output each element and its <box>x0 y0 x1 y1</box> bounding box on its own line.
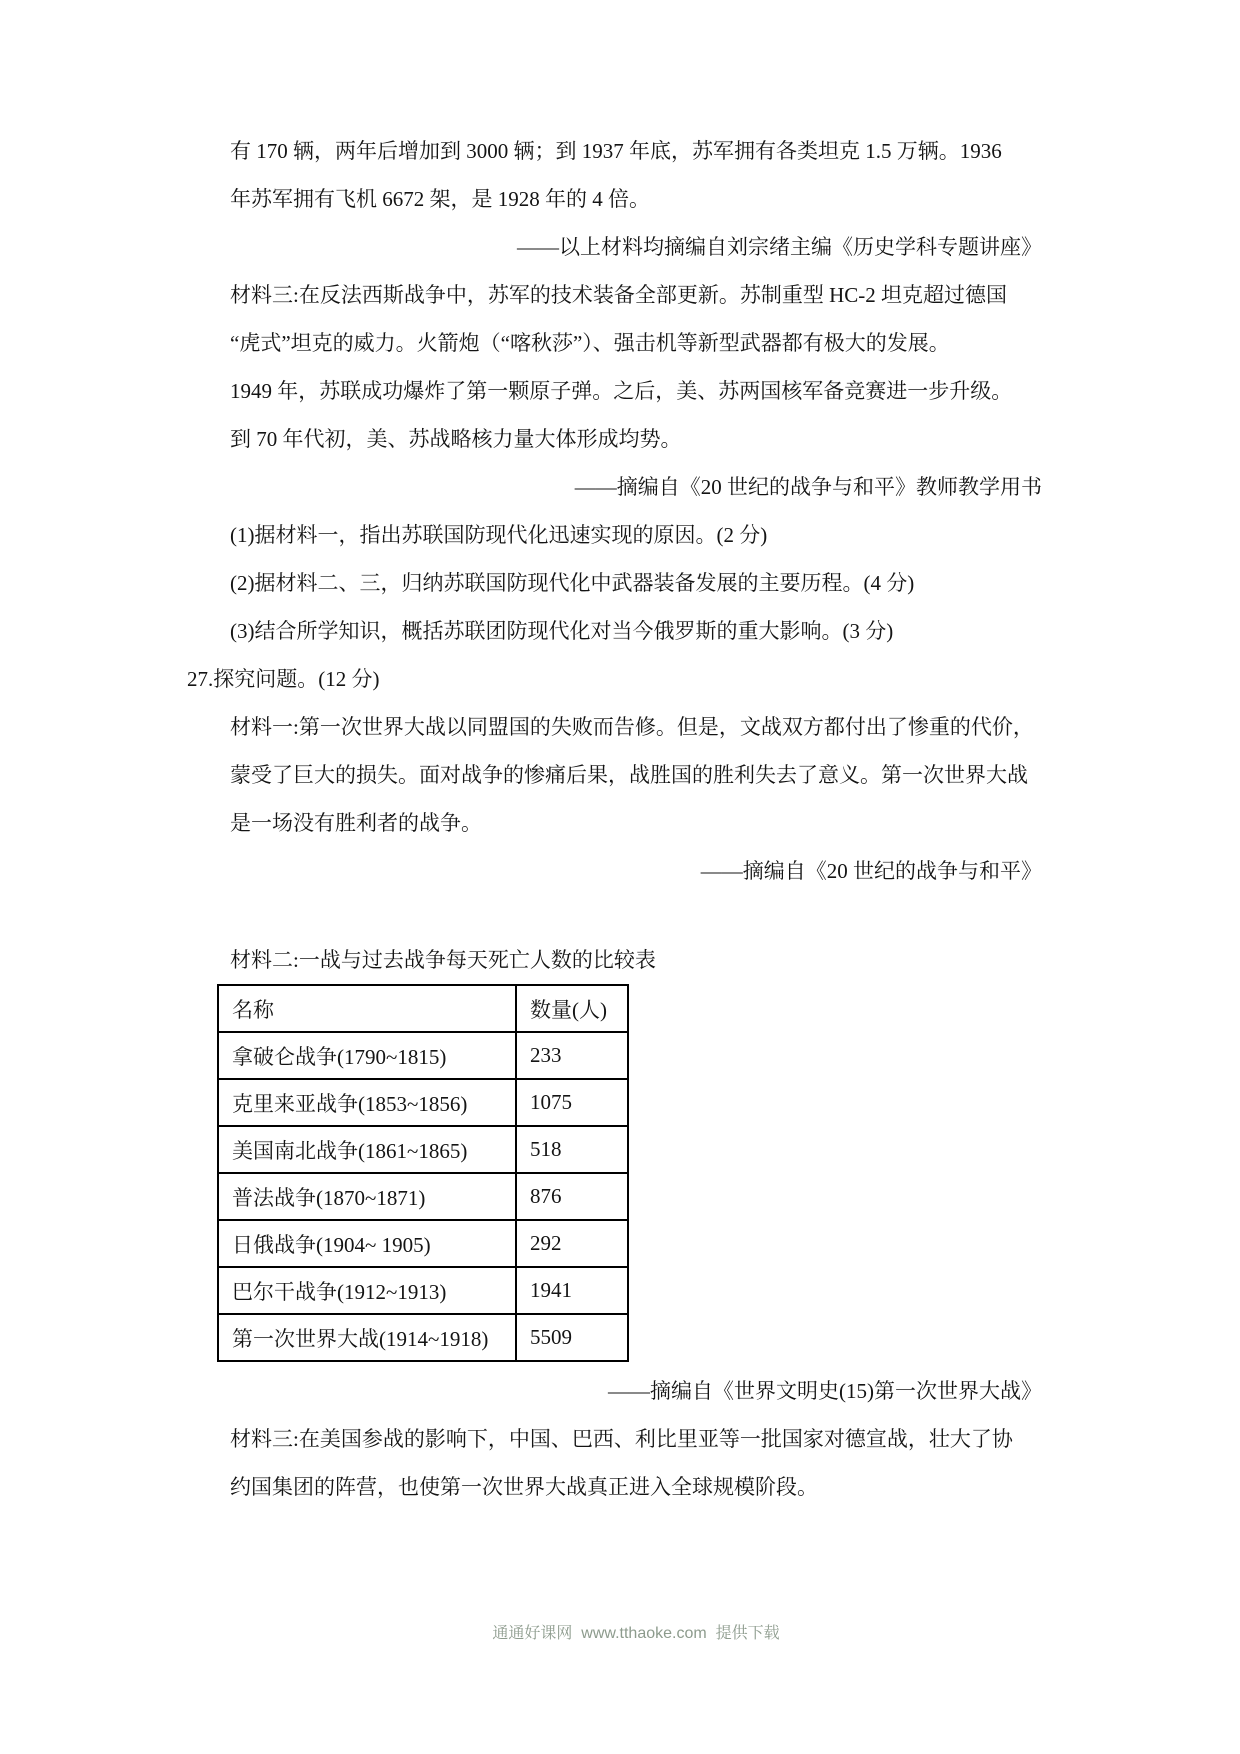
death-count-cell: 876 <box>516 1173 628 1220</box>
war-name-cell: 普法战争(1870~1871) <box>218 1173 516 1220</box>
material3-q27-text-line: 约国集团的阵营，也使第一次世界大战真正进入全球规模阶段。 <box>230 1475 818 1499</box>
table-header-name: 名称 <box>218 985 516 1032</box>
death-count-cell: 1941 <box>516 1267 628 1314</box>
table-row <box>218 1220 628 1267</box>
table-header-count: 数量(人) <box>516 985 628 1032</box>
table-row <box>218 1079 628 1126</box>
question-item-2: (2)据材料二、三，归纳苏联国防现代化中武器装备发展的主要历程。(4 分) <box>230 571 915 595</box>
material3-text-line: 材料三:在反法西斯战争中，苏军的技术装备全部更新。苏制重型 HC-2 坦克超过德国 <box>230 283 1007 307</box>
material3-text-line: 1949 年，苏联成功爆炸了第一颗原子弹。之后，美、苏两国核军备竞赛进一步升级。 <box>230 379 1013 403</box>
war-name-cell: 克里来亚战争(1853~1856) <box>218 1079 516 1126</box>
material2-heading: 材料二:一战与过去战争每天死亡人数的比较表 <box>230 948 656 972</box>
material3-text-line: “虎式”坦克的威力。火箭炮（“喀秋莎”）、强击机等新型武器都有极大的发展。 <box>230 331 950 355</box>
table-row <box>218 1126 628 1173</box>
material3-text-line: 到 70 年代初，美、苏战略核力量大体形成均势。 <box>230 427 682 451</box>
war-name-cell: 美国南北战争(1861~1865) <box>218 1126 516 1173</box>
table-header-row <box>218 985 628 1032</box>
war-deaths-comparison-table <box>217 984 629 1362</box>
question-item-3: (3)结合所学知识，概括苏联团防现代化对当今俄罗斯的重大影响。(3 分) <box>230 619 894 643</box>
table-row <box>218 1314 628 1361</box>
death-count-cell: 1075 <box>516 1079 628 1126</box>
war-name-cell: 第一次世界大战(1914~1918) <box>218 1314 516 1361</box>
death-count-cell: 5509 <box>516 1314 628 1361</box>
question-item-1: (1)据材料一，指出苏联国防现代化迅速实现的原因。(2 分) <box>230 523 768 547</box>
war-name-cell: 日俄战争(1904~ 1905) <box>218 1220 516 1267</box>
war-name-cell: 拿破仑战争(1790~1815) <box>218 1032 516 1079</box>
source-attribution: ——摘编自《20 世纪的战争与和平》 <box>700 859 1042 883</box>
material3-q27-text-line: 材料三:在美国参战的影响下，中国、巴西、利比里亚等一批国家对德宣战，壮大了协 <box>230 1427 1013 1451</box>
death-count-cell: 518 <box>516 1126 628 1173</box>
source-attribution: ——以上材料均摘编自刘宗绪主编《历史学科专题讲座》 <box>517 235 1042 259</box>
site-watermark-footer: 通通好课网 www.tthaoke.com 提供下载 <box>492 1625 780 1642</box>
material1-text-line: 蒙受了巨大的损失。面对战争的惨痛后果，战胜国的胜利失去了意义。第一次世界大战 <box>230 763 1028 787</box>
question-27-heading: 27.探究问题。(12 分) <box>187 667 380 691</box>
table-row <box>218 1267 628 1314</box>
material2-text-line: 有 170 辆，两年后增加到 3000 辆；到 1937 年底，苏军拥有各类坦克 1.5 万辆。1936 <box>230 139 1002 163</box>
source-attribution: ——摘编自《20 世纪的战争与和平》教师教学用书 <box>574 475 1042 499</box>
death-count-cell: 292 <box>516 1220 628 1267</box>
death-count-cell: 233 <box>516 1032 628 1079</box>
war-name-cell: 巴尔干战争(1912~1913) <box>218 1267 516 1314</box>
table-row <box>218 1173 628 1220</box>
material1-text-line: 是一场没有胜利者的战争。 <box>230 811 482 835</box>
source-attribution: ——摘编自《世界文明史(15)第一次世界大战》 <box>608 1379 1042 1403</box>
material1-text-line: 材料一:第一次世界大战以同盟国的失败而告修。但是，文战双方都付出了惨重的代价， <box>230 715 1034 739</box>
table-row <box>218 1032 628 1079</box>
material2-text-line: 年苏军拥有飞机 6672 架，是 1928 年的 4 倍。 <box>230 187 650 211</box>
